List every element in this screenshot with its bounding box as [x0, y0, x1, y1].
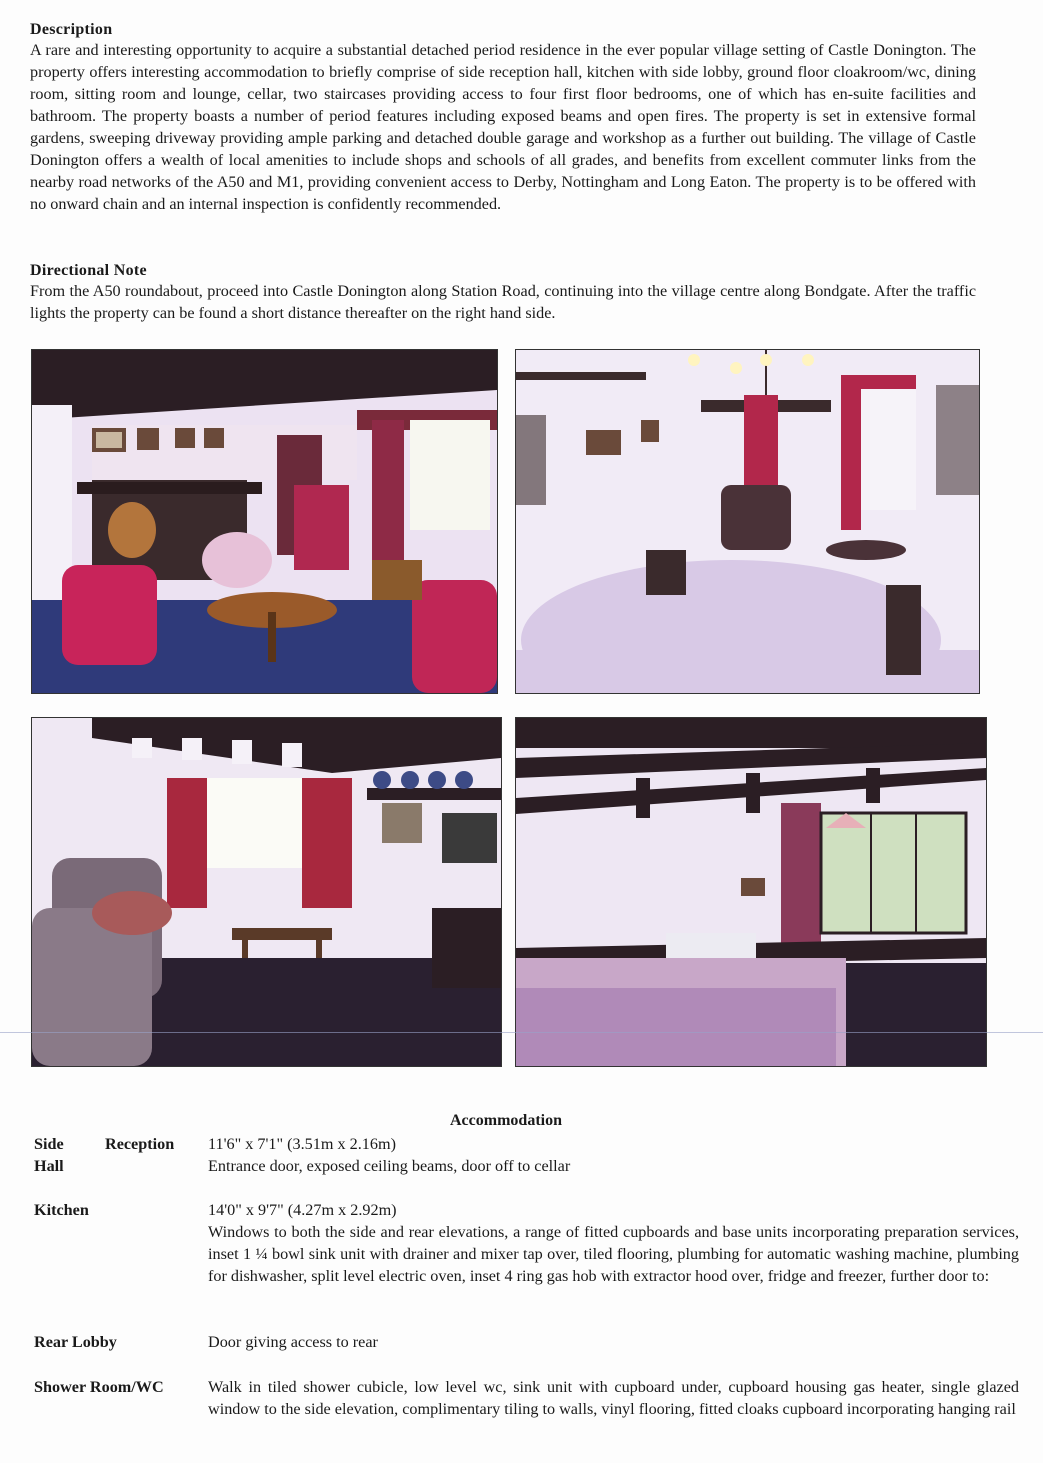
room-body — [208, 1133, 1019, 1177]
directional-note-heading: Directional Note — [30, 262, 147, 279]
room-details: Walk in tiled shower cubicle, low level wc, sink unit with cupboard under, cupboard housing gas heater, single glazed window to the side elevation, complimentary tiling to walls, vinyl flooring, fitted cloaks cupboard incorporating hanging rail — [208, 1378, 1019, 1418]
description-text: A rare and interesting opportunity to acquire a substantial detached period residence in the ever popular village setting of Castle Donington. The property offers interesting accommodation to briefly comprise of side reception hall, kitchen with side lobby, ground floor cloakroom/wc, dining room, sitting room and lounge, cellar, two staircases providing access to four first floor bedrooms, one of which has en-suite facilities and bathroom. The property boasts a number of period features including exposed beams and open fires. The property is set in extensive formal gardens, sweeping driveway providing ample parking and detached double garage and workshop as a further out building. The village of Castle Donington offers a wealth of local amenities to include shops and schools of all grades, and benefits from excellent commuter links from the nearby road networks of the A50 and M1, providing convenient access to Derby, Nottingham and Long Eaton. The property is to be offered with no onward chain and an internal inspection is confidently recommended. — [30, 41, 976, 213]
bedroom-photo — [515, 717, 987, 1067]
room-label: Kitchen — [34, 1201, 89, 1219]
room-label: Shower Room/WC — [34, 1378, 164, 1396]
room-dimensions: 11'6" x 7'1" (3.51m x 2.16m) — [208, 1135, 396, 1153]
directional-note-section — [30, 262, 976, 324]
room-label: Rear Lobby — [34, 1333, 117, 1351]
room-label-part: Reception — [105, 1135, 175, 1153]
directional-note-text: From the A50 roundabout, proceed into Castle Donington along Station Road, continuing into the village centre along Bondgate. After the traffic lights the property can be found a short distance thereafter on the right hand side. — [30, 282, 976, 322]
sitting-room-photo — [31, 349, 498, 694]
room-dimensions: 14'0" x 9'7" (4.27m x 2.92m) — [208, 1201, 397, 1219]
room-body — [208, 1376, 1019, 1420]
lounge-photo — [31, 717, 502, 1067]
accommodation-title: Accommodation — [450, 1112, 562, 1129]
room-details: Windows to both the side and rear elevations, a range of fitted cupboards and base units incorporating preparation services, inset 1 ¼ bowl sink unit with drainer and mixer tap over, tiled flooring, plumbing for automatic washing machine, plumbing for dishwasher, split level electric oven, inset 4 ring gas hob with extractor hood over, fridge and freezer, further door to: — [208, 1223, 1019, 1285]
fold-line — [0, 1032, 1043, 1033]
description-section — [30, 21, 976, 215]
room-details: Door giving access to rear — [208, 1333, 378, 1351]
room-label-part: Side — [34, 1135, 64, 1153]
dining-room-photo — [515, 349, 980, 694]
room-body — [208, 1199, 1019, 1287]
room-label-part: Hall — [34, 1157, 64, 1175]
room-details: Entrance door, exposed ceiling beams, door off to cellar — [208, 1157, 571, 1175]
description-heading: Description — [30, 21, 113, 38]
room-body — [208, 1331, 1019, 1353]
